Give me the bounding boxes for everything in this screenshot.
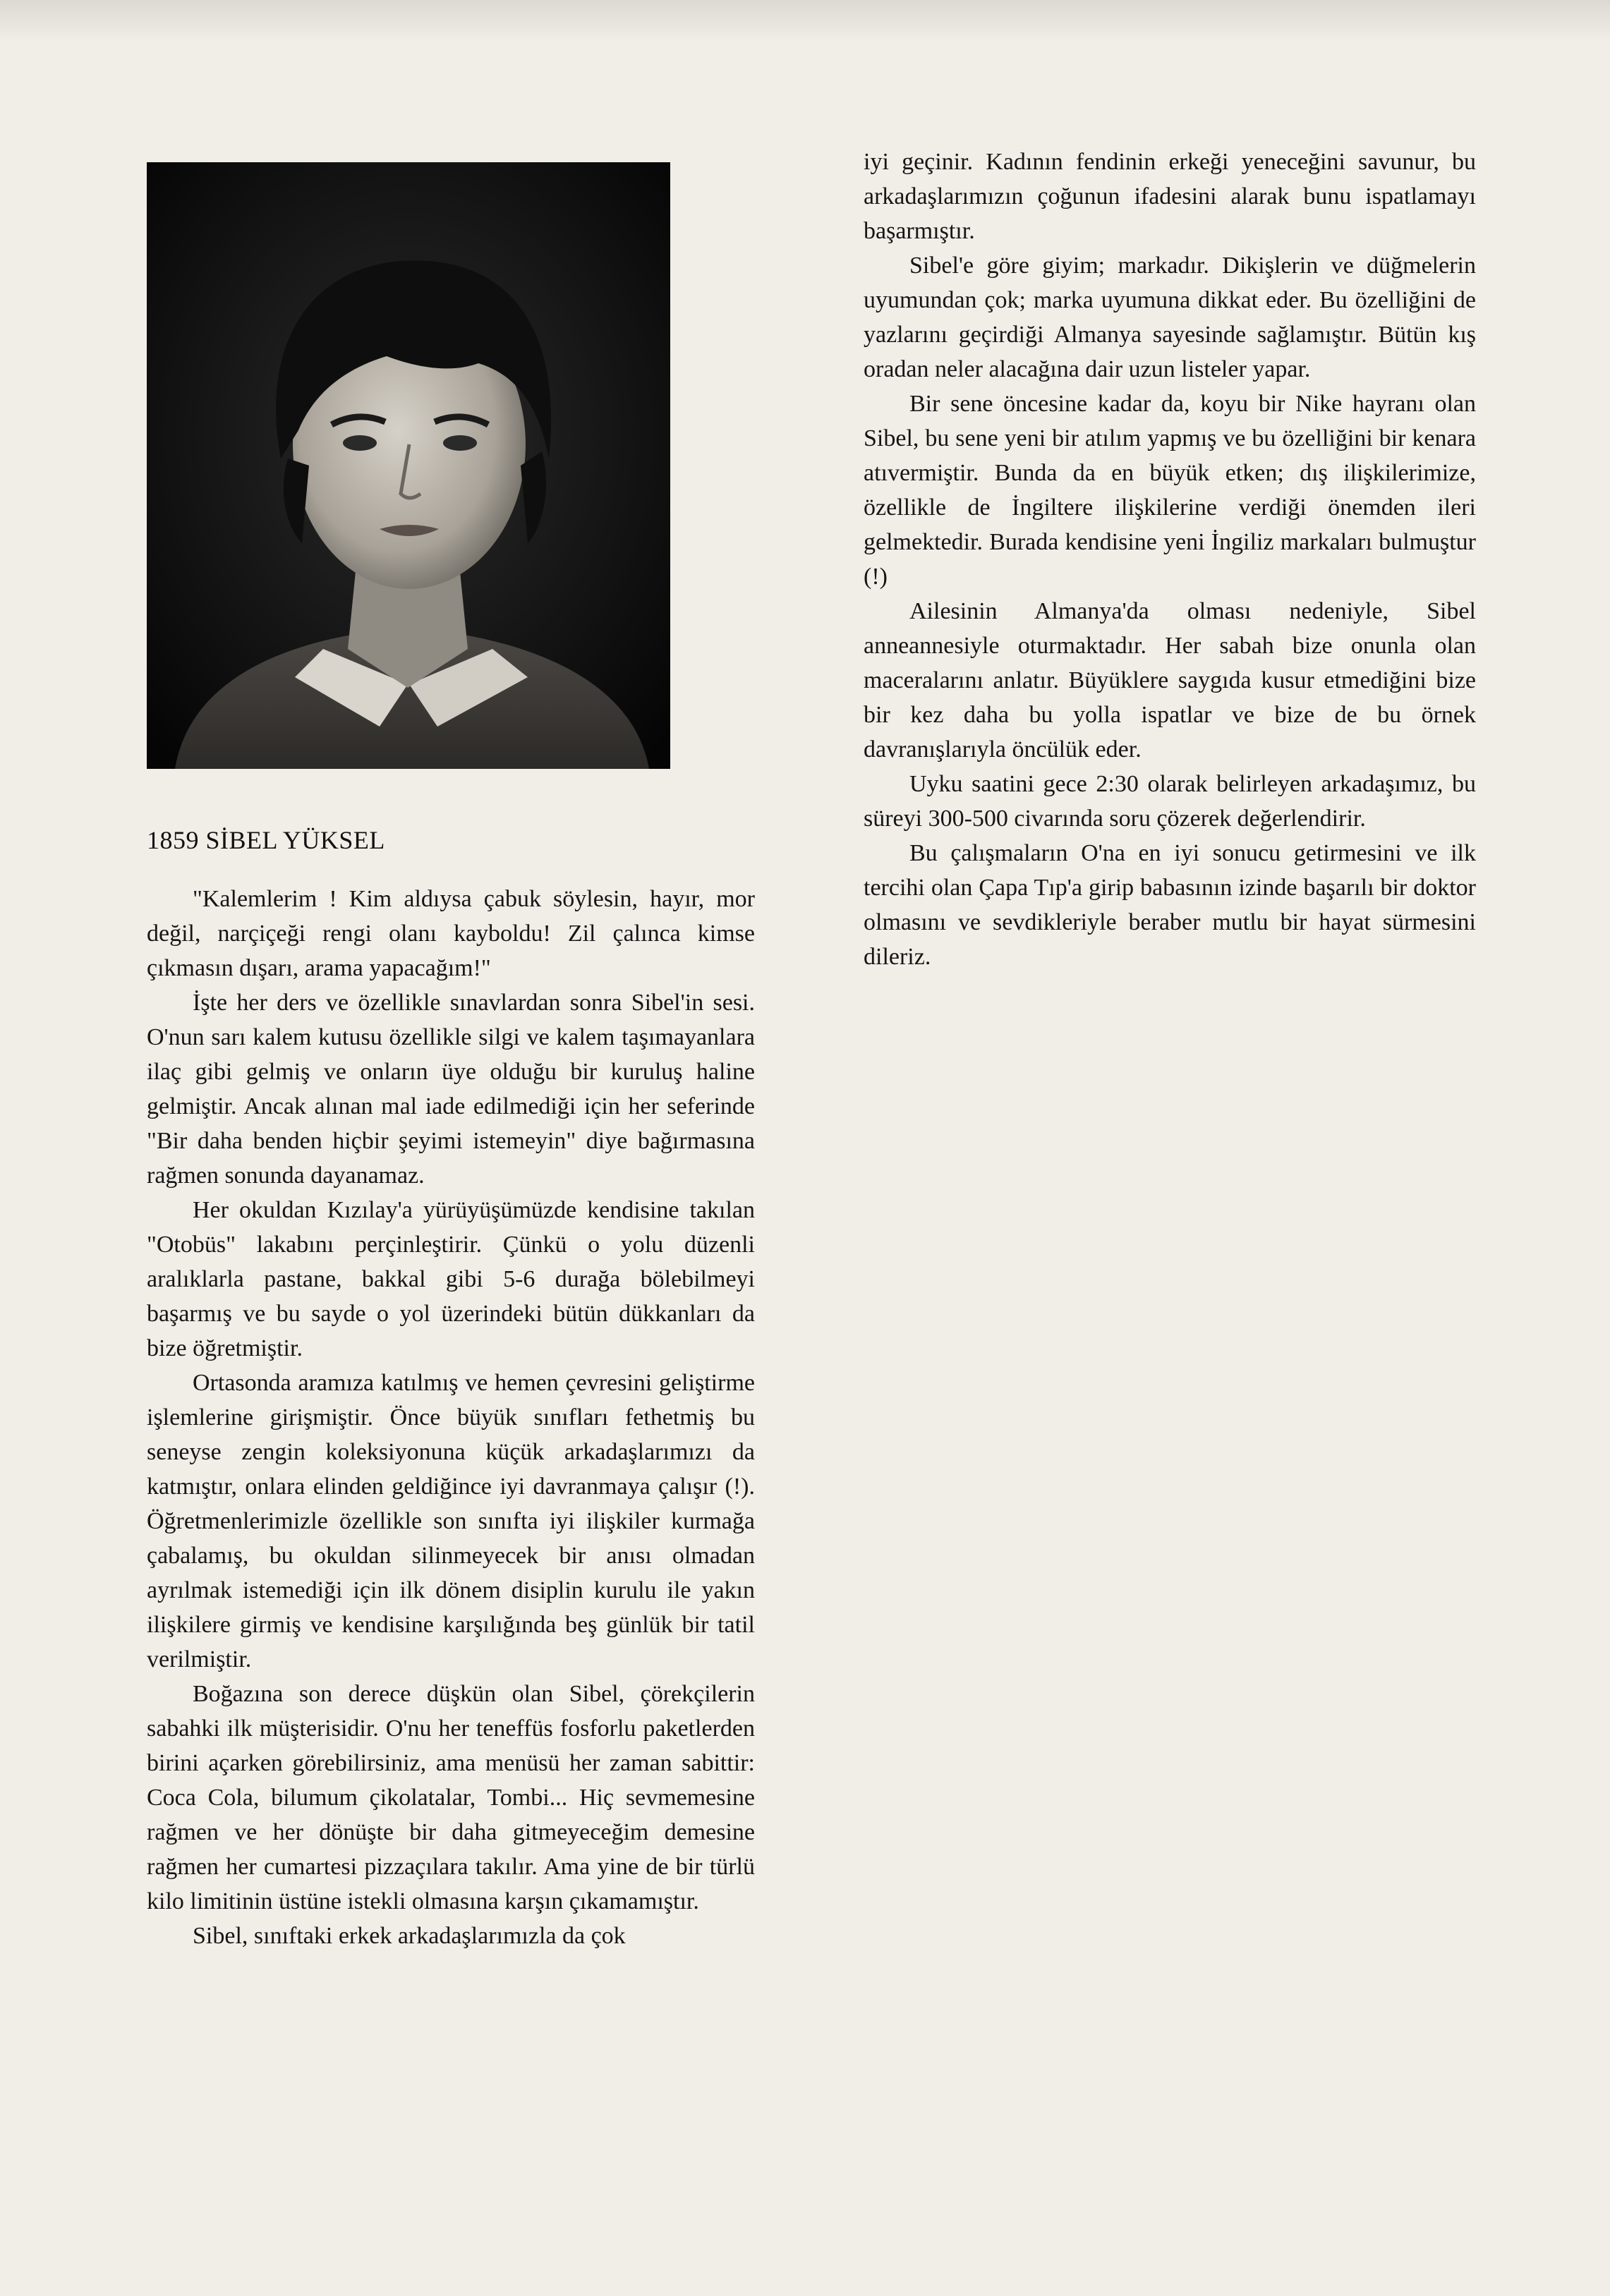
paragraph: Bir sene öncesine kadar da, koyu bir Nike hayranı olan Sibel, bu sene yeni bir atılım yapmış ve bu özelliğini bir kenara atıvermiştir. Bunda da en büyük etken; dış ilişkilerimize, özellikle de İngiltere ilişkilerine verdiği önemden ileri gelmektedir. Burada kendisine yeni İngiliz markaları bulmuştur (!) — [864, 391, 1476, 590]
paragraph: Boğazına son derece düşkün olan Sibel, çörekçilerin sabahki ilk müşterisidir. O'nu her teneffüs fosforlu paketlerden birini açarken görebilirsiniz, ama menüsü her zaman sabittir: Coca Cola, bilumum çikolatalar, Tombi... Hiç sevmemesine rağmen ve her dönüşte bir daha gitmeyeceğim demesine rağmen her cumartesi pizzaçılara takılır. Ama yine de bir türlü kilo limitinin üstüne istekli olmasına karşın çıkamamıştır. — [147, 1681, 755, 1914]
paragraph: iyi geçinir. Kadının fendinin erkeği yeneceğini savunur, bu arkadaşlarımızın çoğunun ifadesini alarak bunu ispatlamayı başarmıştır. — [864, 149, 1476, 244]
paragraph: Ortasonda aramıza katılmış ve hemen çevresini geliştirme işlemlerine girişmiştir. Önce büyük sınıfları fethetmiş bu seneyse zengin koleksiyonuna küçük arkadaşlarımızı da katmıştır, onlara elinden geldiğince iyi davranmaya çalışır (!). Öğretmenlerimizle özellikle son sınıfta iyi ilişkiler kurmağa çabalamış, bu okuldan silinmeyecek bir anısı olmadan ayrılmak istemediği için ilk dönem disiplin kurulu ile yakın ilişkilere girmiş ve kendisine karşılığında beş günlük bir tatil verilmiştir. — [147, 1370, 755, 1672]
portrait-photo — [147, 162, 670, 769]
right-column — [864, 145, 1476, 974]
paragraph: Ailesinin Almanya'da olması nedeniyle, Sibel anneannesiyle oturmaktadır. Her sabah bize onunla olan maceralarını anlatır. Büyüklere saygıda kusur etmediğini bize bir kez daha bu yolla ispatlar ve bize de bu örnek davranışlarıyla öncülük eder. — [864, 598, 1476, 763]
paragraph: Uyku saatini gece 2:30 olarak belirleyen arkadaşımız, bu süreyi 300-500 civarında soru çözerek değerlendirir. — [864, 771, 1476, 832]
paragraph: Sibel, sınıftaki erkek arkadaşlarımızla da çok — [193, 1923, 626, 1949]
left-column — [147, 882, 755, 1953]
paragraph: Her okuldan Kızılay'a yürüyüşümüzde kendisine takılan "Otobüs" lakabını perçinleştirir. Çünkü o yolu düzenli aralıklarla pastane, bakkal gibi 5-6 durağa bölebilmeyi başarmış ve bu sayde o yol üzerindeki bütün dükkanları da bize öğretmiştir. — [147, 1197, 755, 1361]
paragraph: "Kalemlerim ! Kim aldıysa çabuk söylesin, hayır, mor değil, narçiçeği rengi olanı kayboldu! Zil çalınca kimse çıkmasın dışarı, arama yapacağım!" — [147, 886, 755, 981]
paragraph: Bu çalışmaların O'na en iyi sonucu getirmesini ve ilk tercihi olan Çapa Tıp'a girip babasının izinde başarılı bir doktor olmasını ve sevdikleriyle beraber mutlu bir hayat sürmesini dileriz. — [864, 840, 1476, 970]
scan-shadow — [0, 0, 1610, 42]
student-name: 1859 SİBEL YÜKSEL — [147, 826, 385, 854]
paragraph: İşte her ders ve özellikle sınavlardan sonra Sibel'in sesi. O'nun sarı kalem kutusu özellikle silgi ve kalem taşımayanlara ilaç gibi gelmiş ve onların üye olduğu bir kuruluş haline gelmiştir. Ancak alınan mal iade edilmediği için her seferinde "Bir daha benden hiçbir şeyimi istemeyin" diye bağırmasına rağmen sonunda dayanamaz. — [147, 990, 755, 1189]
portrait-photo-icon — [147, 162, 670, 769]
paragraph: Sibel'e göre giyim; markadır. Dikişlerin ve düğmelerin uyumundan çok; marka uyumuna dikkat eder. Bu özelliğini de yazlarını geçirdiği Almanya sayesinde sağlamıştır. Bütün kış oradan neler alacağına dair uzun listeler yapar. — [864, 253, 1476, 382]
